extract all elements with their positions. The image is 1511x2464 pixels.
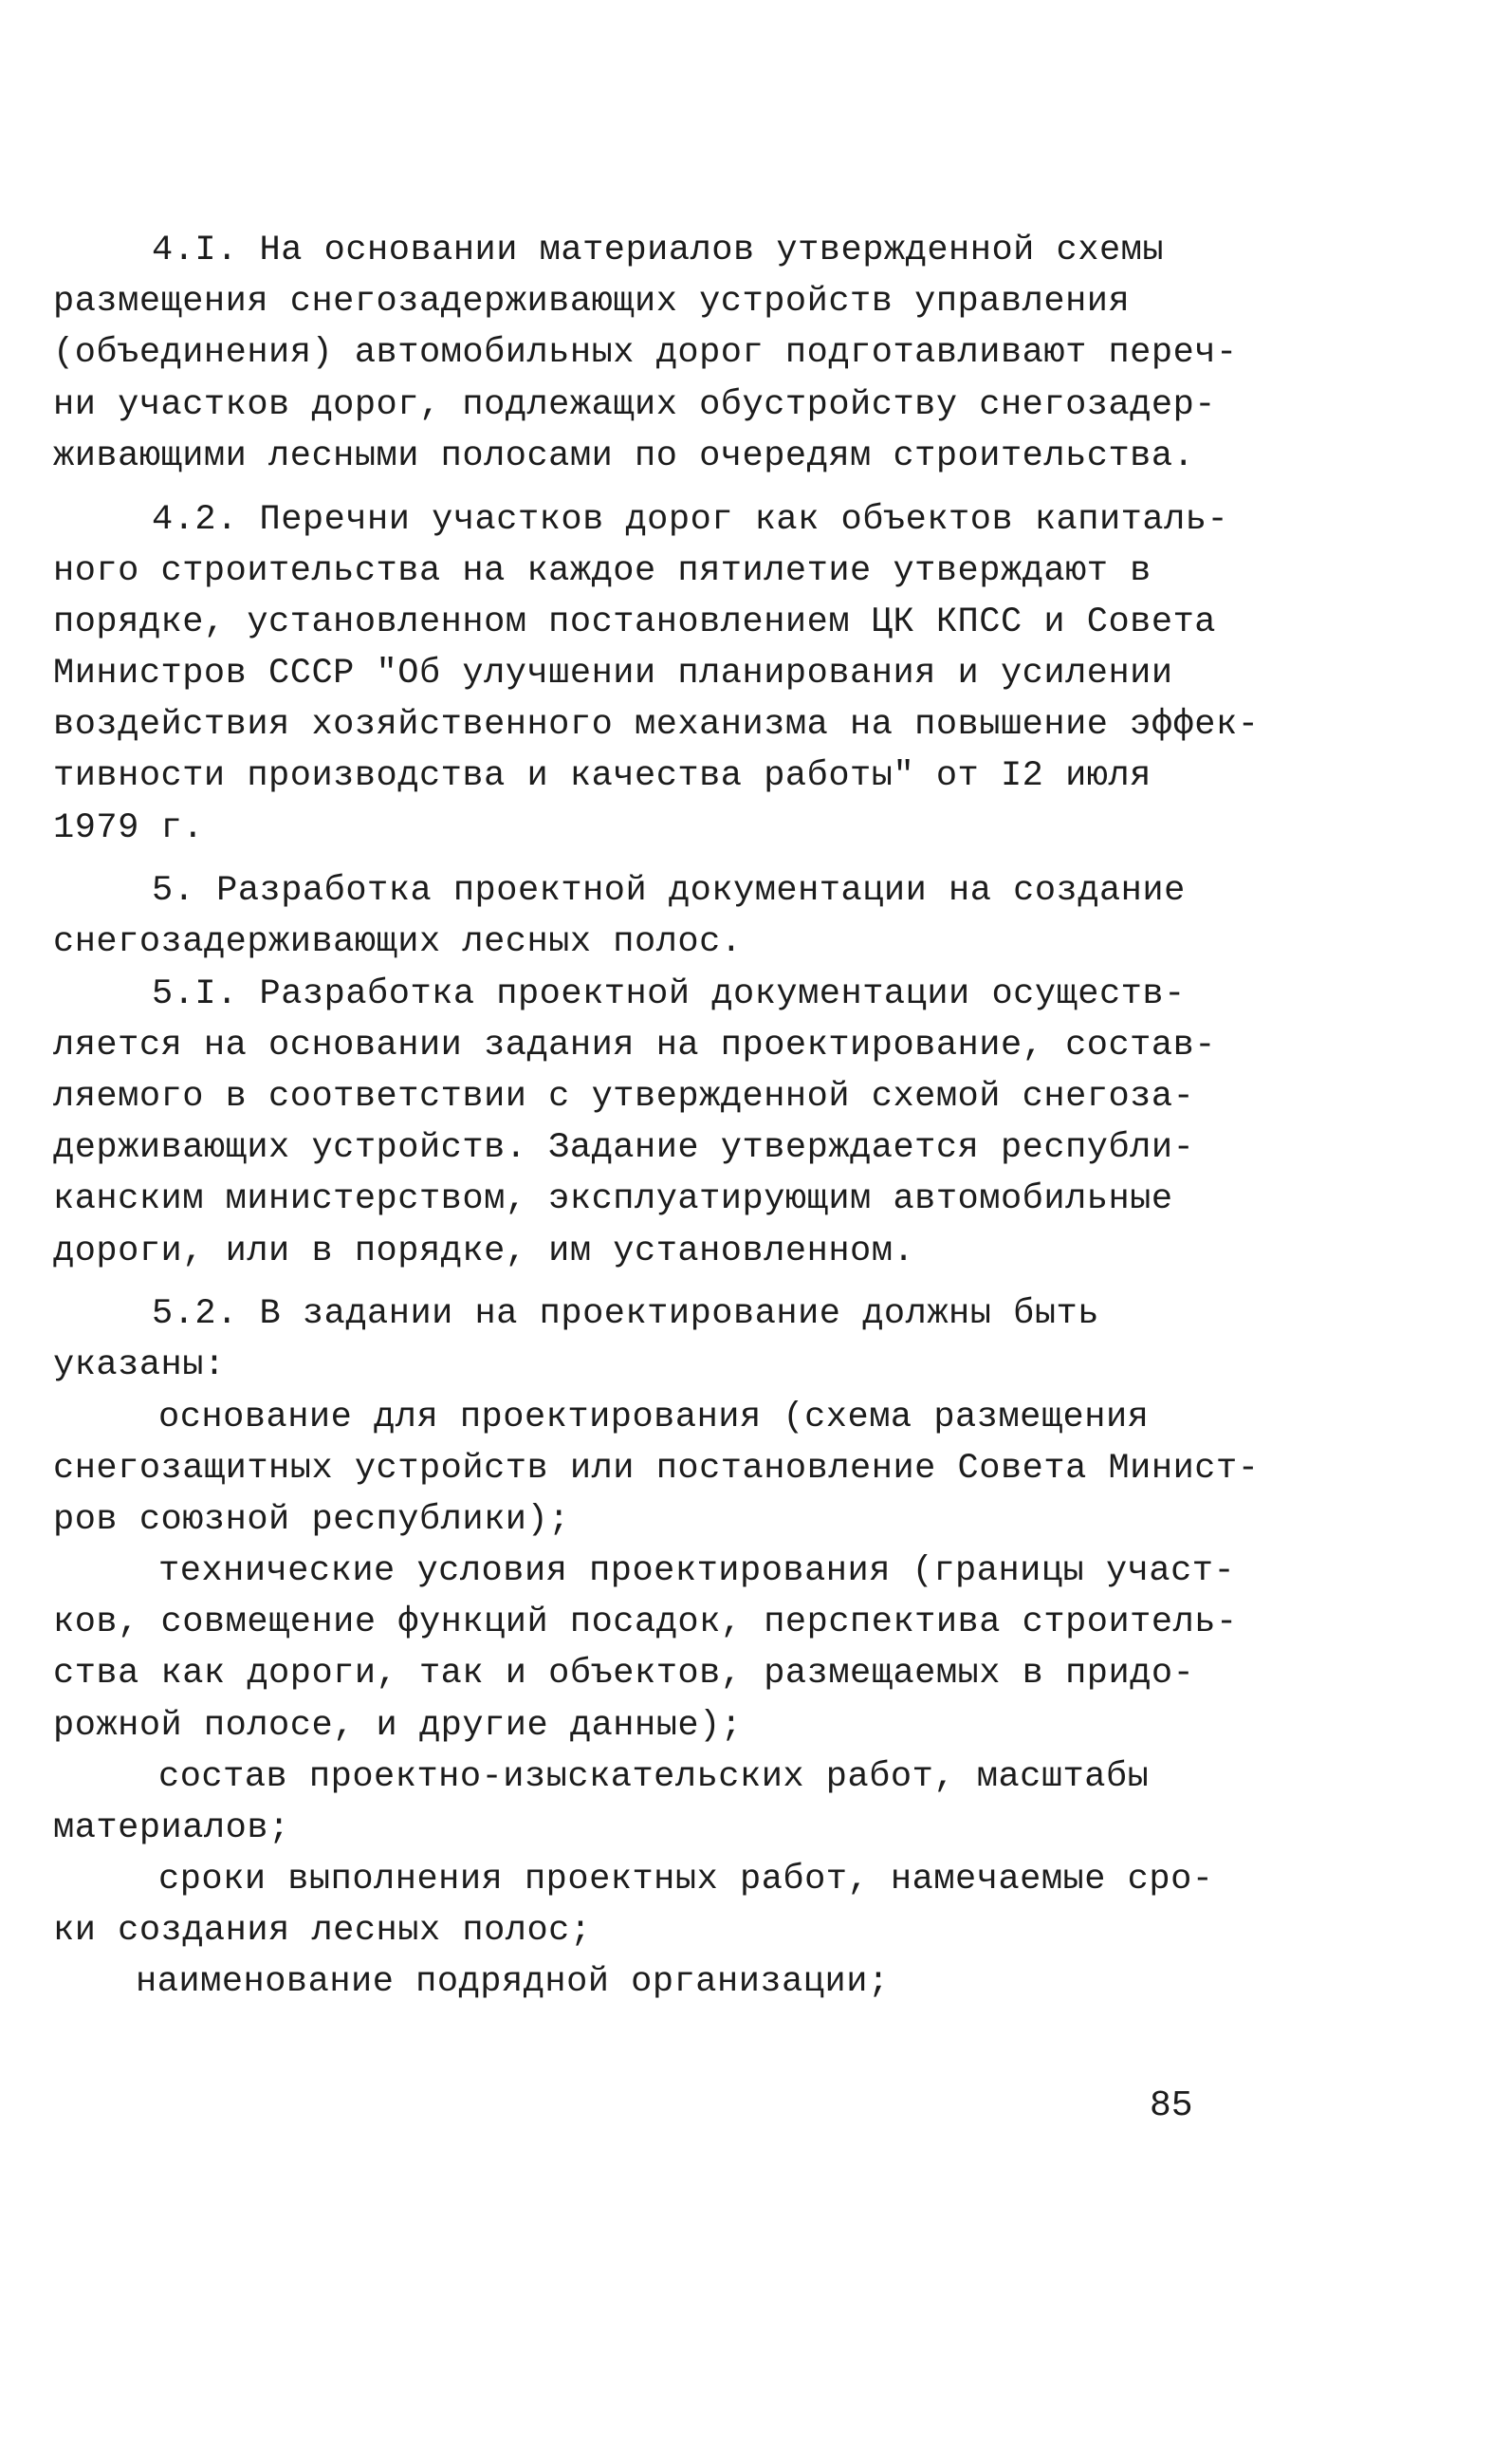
text-line: держивающих устройств. Задание утверждается республи-: [53, 1128, 1195, 1168]
list-item: технические условия проектирования (границы участ-: [158, 1551, 1236, 1591]
text-line: материалов;: [53, 1808, 290, 1848]
text-line: размещения снегозадерживающих устройств управления: [53, 282, 1131, 322]
text-line: ного строительства на каждое пятилетие утверждают в: [53, 551, 1152, 591]
list-item: основание для проектирования (схема размещения: [158, 1398, 1150, 1437]
text-line: ки создания лесных полос;: [53, 1911, 592, 1951]
text-line: ков, совмещение функций посадок, перспектива строитель-: [53, 1603, 1238, 1642]
text-line: 4.I. На основании материалов утвержденной схемы: [152, 231, 1165, 270]
text-line: 5.2. В задании на проектирование должны быть: [152, 1294, 1099, 1334]
text-line: ров союзной республики);: [53, 1500, 570, 1540]
text-line: ляемого в соответствии с утвержденной схемой снегоза-: [53, 1077, 1195, 1117]
text-line: воздействия хозяйственного механизма на повышение эффек-: [53, 705, 1260, 745]
text-line: тивности производства и качества работы" от I2 июля: [53, 756, 1152, 796]
text-line: порядке, установленном постановлением ЦК КПСС и Совета: [53, 602, 1216, 642]
section-heading: снегозадерживающих лесных полос.: [53, 922, 743, 962]
text-line: (объединения) автомобильных дорог подготавливают переч-: [53, 333, 1238, 373]
text-line: 4.2. Перечни участков дорог как объектов капиталь-: [152, 500, 1229, 540]
text-line: ства как дороги, так и объектов, размещаемых в придо-: [53, 1654, 1195, 1694]
list-item: сроки выполнения проектных работ, намечаемые сро-: [158, 1860, 1214, 1899]
page-number: 85: [1150, 2085, 1193, 2126]
list-item: наименование подрядной организации;: [136, 1962, 890, 2002]
text-line: указаны:: [53, 1345, 226, 1385]
text-line: живающими лесными полосами по очередям строительства.: [53, 436, 1195, 476]
list-item: состав проектно-изыскательских работ, масштабы: [158, 1757, 1150, 1797]
text-line: канским министерством, эксплуатирующим автомобильные: [53, 1179, 1173, 1219]
text-line: ни участков дорог, подлежащих обустройству снегозадер-: [53, 385, 1216, 425]
text-line: рожной полосе, и другие данные);: [53, 1706, 743, 1746]
text-line: снегозащитных устройств или постановление Совета Минист-: [53, 1449, 1260, 1489]
text-line: 5.I. Разработка проектной документации осуществ-: [152, 974, 1186, 1014]
section-heading: 5. Разработка проектной документации на создание: [152, 871, 1186, 911]
text-line: Министров СССР "Об улучшении планирования и усилении: [53, 654, 1173, 694]
text-line: ляется на основании задания на проектирование, состав-: [53, 1026, 1216, 1065]
text-line: дороги, или в порядке, им установленном.: [53, 1232, 915, 1271]
text-line: 1979 г.: [53, 808, 204, 848]
